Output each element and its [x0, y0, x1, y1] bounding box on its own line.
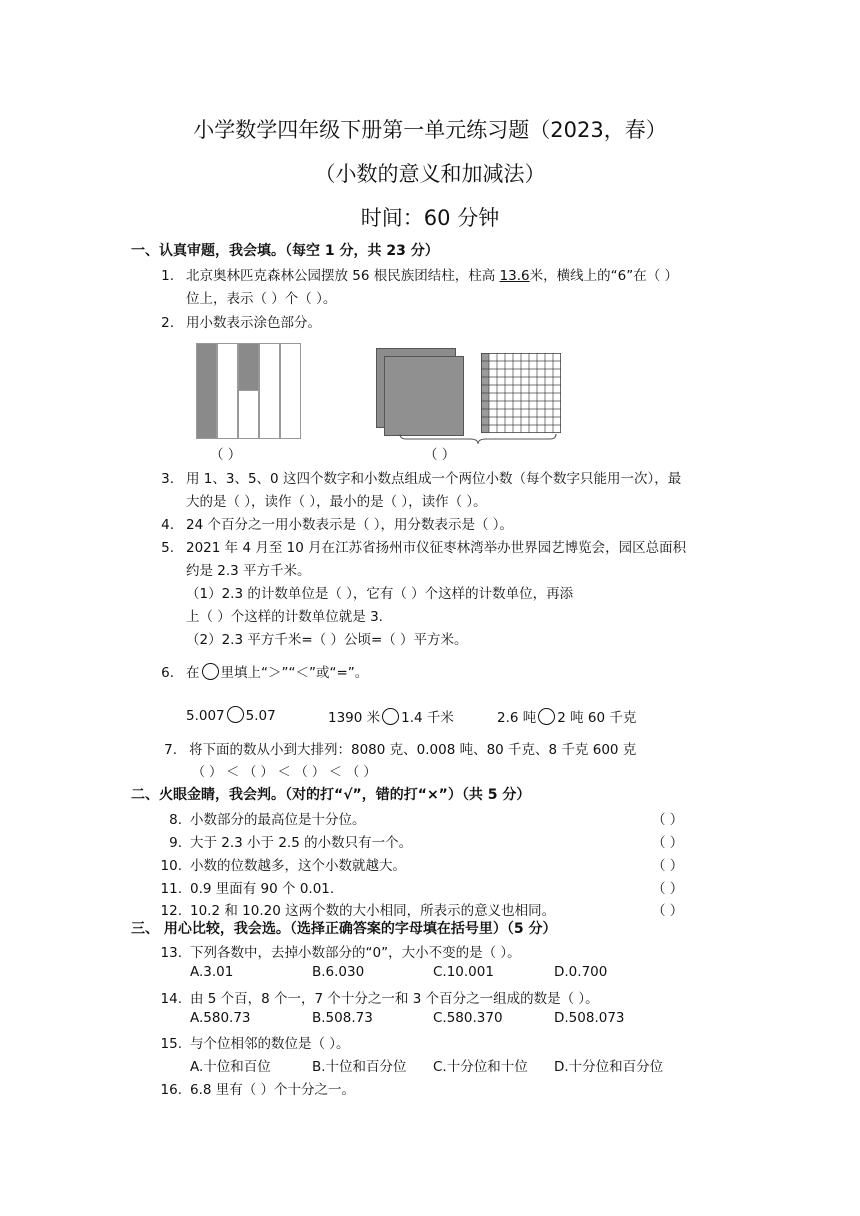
section3-heading: 三、 用心比较，我会选。（选择正确答案的字母填在括号里）（5 分）	[131, 921, 557, 937]
question-5	[152, 536, 686, 556]
compare-right: 1.4 千米	[401, 710, 454, 726]
shaded-strip	[196, 343, 217, 439]
question-3-line2: 大的是（ ），读作（ ），最小的是（ ），读作（ ）。	[186, 494, 487, 510]
question-number: 15.	[160, 1036, 182, 1052]
question-text: 10.2 和 10.20 这两个数的大小相同，所表示的意义也相同。	[190, 903, 556, 919]
hundred-grid	[481, 353, 561, 433]
question-5-sub1-cont: 上（ ）个这样的计数单位就是 3.	[186, 609, 383, 625]
question-1	[152, 264, 678, 284]
judge-answer-blank[interactable]: （ ）	[652, 835, 684, 851]
option-a[interactable]: A.3.01	[190, 964, 234, 980]
question-number: 9.	[169, 835, 182, 851]
question-text: 里填上“＞”“＜”或“=”。	[220, 665, 369, 681]
question-4	[152, 513, 513, 533]
question-text: 北京奥林匹克森林公园摆放 56 根民族团结柱，柱高	[186, 268, 496, 284]
compare-left: 1390 米	[328, 710, 381, 726]
compare-item-1	[186, 706, 276, 724]
answer-circle-icon[interactable]	[227, 706, 244, 723]
question-16	[152, 1078, 355, 1098]
page-subtitle: （小数的意义和加减法）	[314, 162, 546, 186]
question-15	[152, 1032, 350, 1052]
question-7	[155, 738, 636, 758]
page-title: 小学数学四年级下册第一单元练习题（2023，春）	[193, 118, 667, 142]
judge-answer-blank[interactable]: （ ）	[652, 812, 684, 828]
question-text: 24 个百分之一用小数表示是（ ），用分数表示是（ ）。	[186, 517, 514, 533]
question-text: 由 5 个百，8 个一，7 个十分之一和 3 个百分之一组成的数是（ ）。	[190, 991, 599, 1007]
answer-blank-figure1[interactable]: （ ）	[210, 447, 242, 463]
question-text: 用 1、3、5、0 这四个数字和小数点组成一个两位小数（每个数字只能用一次），最	[186, 471, 682, 487]
question-text: 在	[186, 665, 200, 681]
compare-left: 2.6 吨	[497, 710, 537, 726]
section1-heading: 一、认真审题，我会填。（每空 1 分，共 23 分）	[131, 243, 439, 259]
judge-answer-blank[interactable]: （ ）	[652, 903, 684, 919]
judge-answer-blank[interactable]: （ ）	[652, 881, 684, 897]
option-d[interactable]: D.十分位和百分位	[554, 1059, 664, 1075]
option-c[interactable]: C.10.001	[433, 964, 494, 980]
question-7-blanks[interactable]: （ ） ＜ （ ） ＜ （ ） ＜ （ ）	[192, 765, 377, 780]
question-number: 4.	[161, 517, 174, 533]
brace-icon	[398, 432, 558, 446]
question-number: 1.	[161, 268, 174, 284]
shaded-square-front	[384, 356, 464, 436]
judge-item	[152, 854, 406, 874]
judge-item	[152, 899, 555, 919]
circle-icon	[202, 663, 219, 680]
answer-circle-icon[interactable]	[538, 708, 555, 725]
option-d[interactable]: D.508.073	[554, 1010, 625, 1026]
option-a[interactable]: A.580.73	[190, 1010, 251, 1026]
question-text: 2021 年 4 月至 10 月在江苏省扬州市仪征枣林湾举办世界园艺博览会，园区总面积	[186, 540, 687, 556]
question-number: 7.	[164, 742, 177, 758]
option-c[interactable]: C.十分位和十位	[433, 1059, 528, 1075]
question-5-sub2: （2）2.3 平方千米=（ ）公顷=（ ）平方米。	[186, 632, 468, 648]
question-number: 14.	[160, 991, 182, 1007]
question-number: 8.	[169, 812, 182, 828]
strip	[259, 343, 280, 439]
option-b[interactable]: B.6.030	[312, 964, 365, 980]
compare-item-3	[497, 706, 636, 726]
question-2	[152, 311, 321, 331]
option-b[interactable]: B.十位和百分位	[312, 1059, 407, 1075]
compare-left: 5.007	[186, 708, 225, 724]
question-text: 大于 2.3 小于 2.5 的小数只有一个。	[190, 835, 413, 851]
judge-item	[152, 877, 334, 897]
judge-item	[152, 831, 412, 851]
compare-right: 5.07	[245, 708, 276, 724]
underlined-value: 13.6	[499, 268, 530, 284]
question-number: 6.	[161, 665, 174, 681]
strip-figure	[196, 343, 302, 439]
time-limit: 时间：60 分钟	[360, 206, 500, 230]
question-5-sub1: （1）2.3 的计数单位是（ ），它有（ ）个这样的计数单位，再添	[186, 586, 574, 602]
question-text: 小数的位数越多，这个小数就越大。	[190, 858, 406, 874]
question-number: 10.	[160, 858, 182, 874]
question-number: 3.	[161, 471, 174, 487]
answer-blank-figure2[interactable]: （ ）	[424, 447, 456, 463]
question-text: 小数部分的最高位是十分位。	[190, 812, 366, 828]
question-number: 2.	[161, 315, 174, 331]
option-a[interactable]: A.十位和百位	[190, 1059, 271, 1075]
question-6	[152, 661, 368, 681]
question-text: 用小数表示涂色部分。	[186, 315, 321, 331]
strip	[280, 343, 301, 439]
question-text: 下列各数中，去掉小数部分的“0”，大小不变的是（ ）。	[190, 945, 521, 961]
section2-heading: 二、火眼金睛，我会判。（对的打“√”，错的打“×”）（共 5 分）	[131, 787, 531, 803]
question-5-line2: 约是 2.3 平方千米。	[186, 563, 311, 579]
question-text: 0.9 里面有 90 个 0.01.	[190, 881, 335, 897]
question-13	[152, 941, 521, 961]
question-text: 米，横线上的“6”在（ ）	[529, 268, 678, 284]
question-number: 12.	[160, 903, 182, 919]
question-3	[152, 467, 681, 487]
question-14	[152, 987, 599, 1007]
question-number: 13.	[160, 945, 182, 961]
option-b[interactable]: B.508.73	[312, 1010, 373, 1026]
option-d[interactable]: D.0.700	[554, 964, 608, 980]
question-text: 6.8 里有（ ）个十分之一。	[190, 1082, 356, 1098]
option-c[interactable]: C.580.370	[433, 1010, 503, 1026]
question-text: 将下面的数从小到大排列：8080 克、0.008 吨、80 千克、8 千克 600 克	[189, 742, 637, 758]
answer-circle-icon[interactable]	[382, 708, 399, 725]
judge-item	[152, 808, 366, 828]
half-shaded-strip	[238, 343, 259, 391]
question-number: 16.	[160, 1082, 182, 1098]
question-1-line2: 位上，表示（ ）个（ ）。	[186, 291, 337, 307]
strip	[217, 343, 238, 439]
question-text: 与个位相邻的数位是（ ）。	[190, 1036, 350, 1052]
compare-item-2	[328, 706, 454, 726]
compare-right: 2 吨 60 千克	[557, 710, 637, 726]
judge-answer-blank[interactable]: （ ）	[652, 858, 684, 874]
question-number: 5.	[161, 540, 174, 556]
question-number: 11.	[160, 881, 182, 897]
